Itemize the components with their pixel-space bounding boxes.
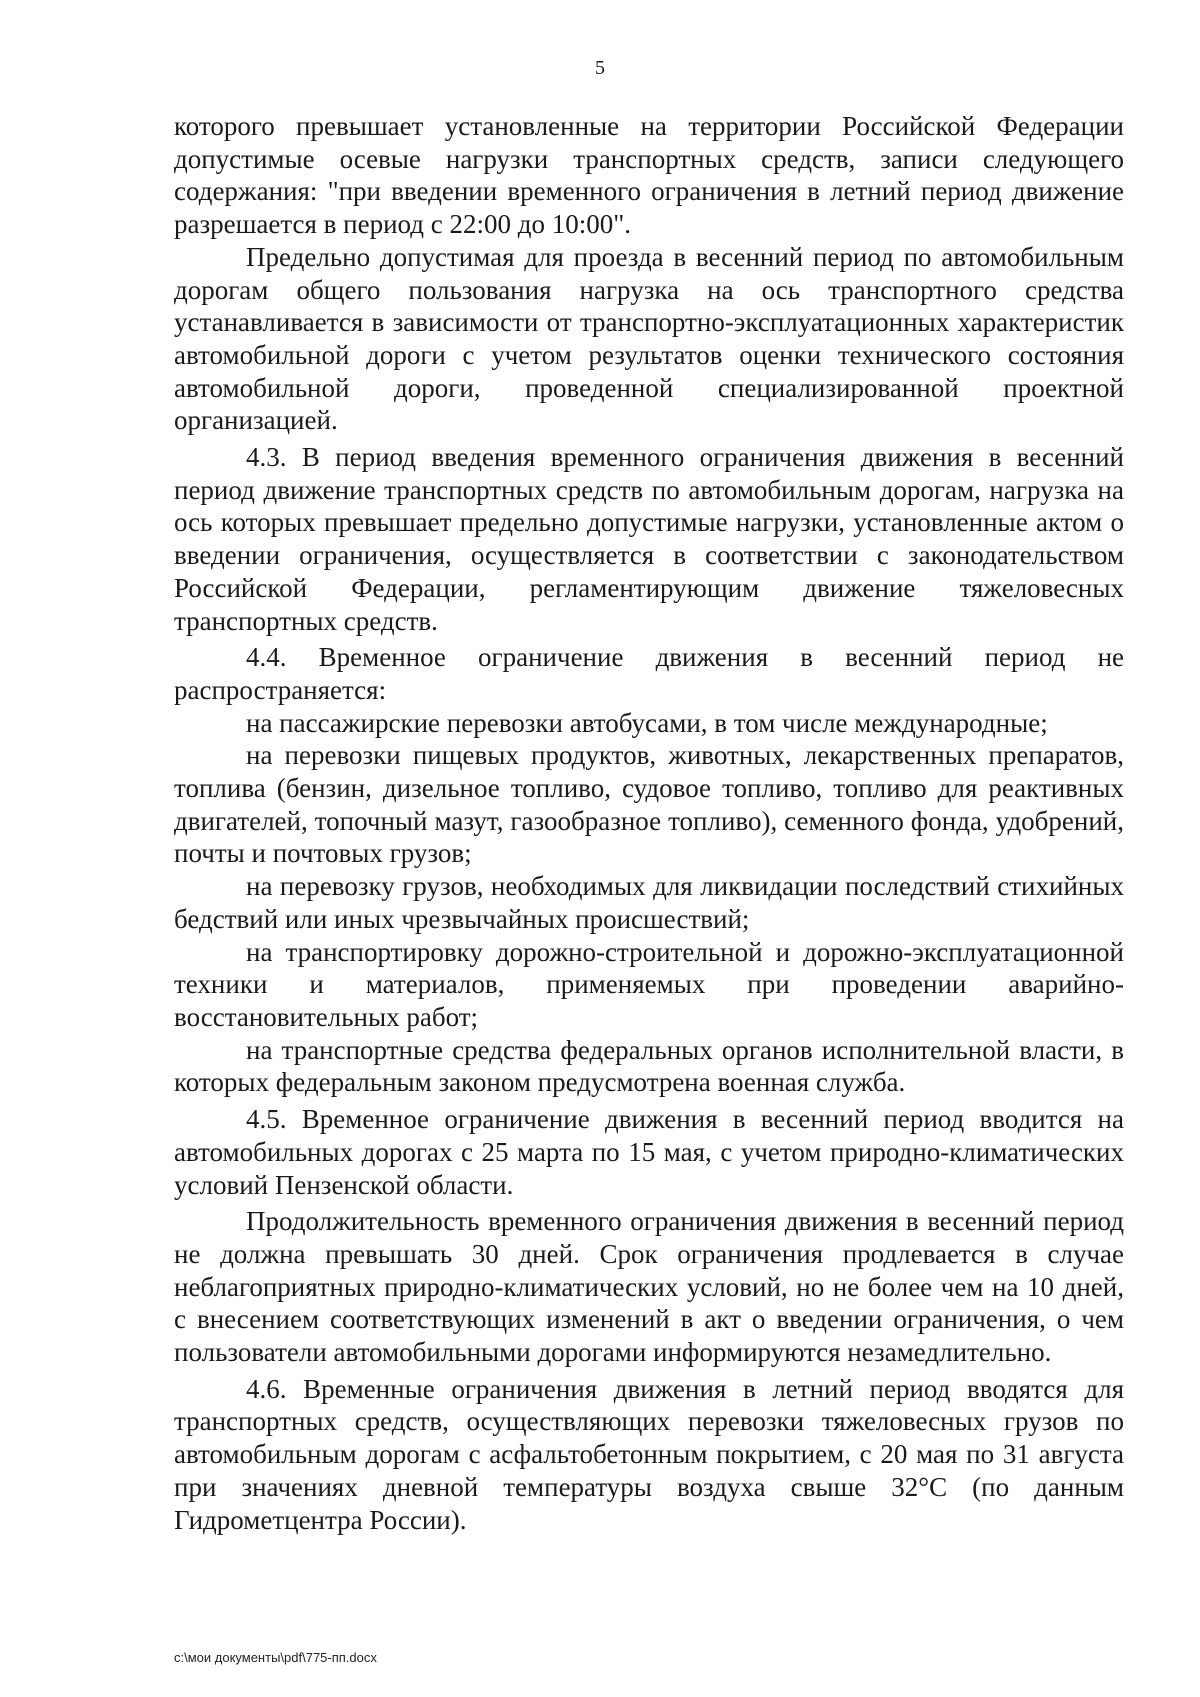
list-item-passenger-buses: на пассажирские перевозки автобусами, в том числе международные; [246,707,1048,738]
paragraph-duration: Продолжительность временного ограничения движения в весенний период не должна превышать 30 дней. Срок ограничения продлевается в случае неблагоприятных природно-климатических условий, но не более чем на 10 дней, с внесением соответствующих изменений в акт о введении ограничения, о чем пользователи автомобильными дорогами информируются незамедлительно. [174,1206,1124,1368]
paragraph-continuation: которого превышает установленные на территории Российской Федерации допустимые осевые нагрузки транспортных средств, записи следующего содержания: "при введении временного ограничения в летний период движение разрешается в период с 22:00 до 10:00". [174,111,1124,240]
list-item-road-machinery: на транспортировку дорожно-строительной и дорожно-эксплуатационной техники и материалов, применяемых при проведении аварийно-восстановительных работ; [174,936,1124,1032]
list-item-federal-vehicles: на транспортные средства федеральных органов исполнительной власти, в которых федеральным законом предусмотрена военная служба. [174,1034,1124,1098]
document-body [174,110,1124,1536]
paragraph-4-5: 4.5. Временное ограничение движения в весенний период вводится на автомобильных дорогах с 25 марта по 15 мая, с учетом природно-климатических условий Пензенской области. [174,1104,1124,1200]
footer-file-path: c:\мои документы\pdf\775-пп.docx [174,1650,377,1665]
paragraph-4-6: 4.6. Временные ограничения движения в летний период вводятся для транспортных средств, осуществляющих перевозки тяжеловесных грузов по автомобильным дорогам с асфальтобетонным покрытием, с 20 мая по 31 августа при значениях дневной температуры воздуха свыше 32°С (по данным Гидрометцентра России). [174,1373,1124,1535]
page-number: 5 [595,57,605,79]
paragraph-axle-load: Предельно допустимая для проезда в весенний период по автомобильным дорогам общего пользования нагрузка на ось транспортного средства устанавливается в зависимости от транспортно-эксплуатационных характеристик автомобильной дороги с учетом результатов оценки технического состояния автомобильной дороги, проведенной специализированной проектной организацией. [174,241,1124,436]
paragraph-4-4: 4.4. Временное ограничение движения в весенний период не распространяется: [174,642,1124,705]
list-item-emergency-cargo: на перевозку грузов, необходимых для ликвидации последствий стихийных бедствий или иных чрезвычайных происшествий; [174,871,1124,934]
list-item-food-fuel: на перевозки пищевых продуктов, животных, лекарственных препаратов, топлива (бензин, дизельное топливо, судовое топливо, топливо для реактивных двигателей, топочный мазут, газообразное топливо), семенного фонда, удобрений, почты и почтовых грузов; [174,740,1124,869]
paragraph-4-3: 4.3. В период введения временного ограничения движения в весенний период движение транспортных средств по автомобильным дорогам, нагрузка на ось которых превышает предельно допустимые нагрузки, установленные актом о введении ограничения, осуществляется в соответствии с законодательством Российской Федерации, регламентирующим движение тяжеловесных транспортных средств. [174,442,1124,636]
